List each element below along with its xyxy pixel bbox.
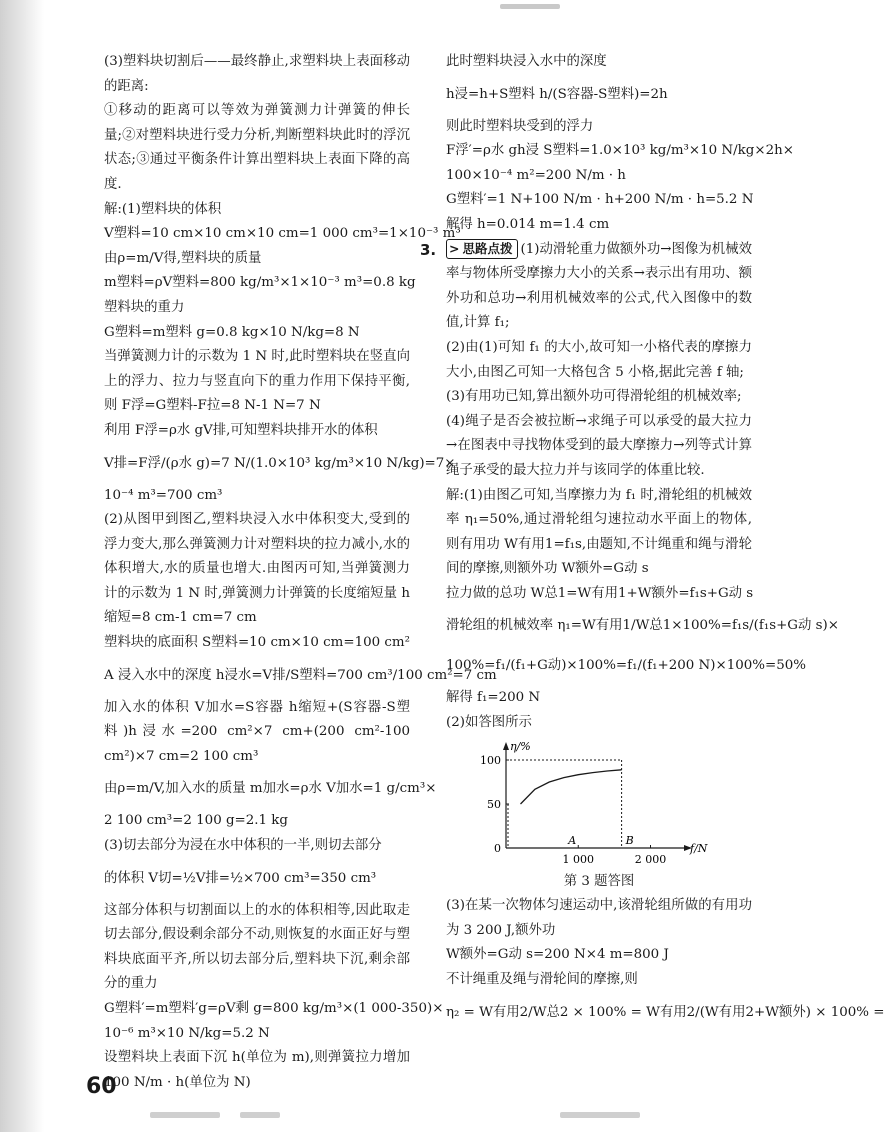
chevron-right-icon: > — [449, 240, 460, 256]
x-tick-label: 2 000 — [634, 852, 667, 866]
formula: 100%=f₁/(f₁+G动)×100%=f₁/(f₁+200 N)×100%=50% — [446, 658, 806, 674]
chart-caption: 第 3 题答图 — [563, 873, 635, 889]
paragraph: (1)动滑轮重力做额外功→图像为机械效率与物体所受摩擦力大小的关系→表示出有用功、额外功和总功→利用机械效率的公式,代入图像中的数值,计算 f₁; — [446, 241, 752, 331]
paragraph: 加入水的体积 V加水=S容器 h缩短+(S容器-S塑料)h浸水=200 cm²×7 cm+(200 cm²-100 cm²)×7 cm=2 100 cm³ — [104, 699, 410, 764]
formula: G塑料′=m塑料′g=ρV剩 g=800 kg/m³×(1 000-350)× — [104, 1001, 444, 1016]
scan-mark — [560, 1112, 640, 1118]
formula: 100×10⁻⁴ m²=200 N/m · h — [446, 167, 626, 183]
hint-badge-label: 思路点拨 — [462, 240, 513, 256]
formula: G塑料′=1 N+100 N/m · h+200 N/m · h=5.2 N — [446, 192, 754, 208]
y-axis-arrow — [503, 742, 509, 750]
paragraph: (2)由(1)可知 f₁ 的大小,故可知一小格代表的摩擦力大小,由图乙可知一大格包含 5 小格,据此完善 f 轴; — [446, 339, 752, 380]
question-number: 3. — [420, 240, 437, 259]
hint-badge — [446, 239, 518, 259]
formula: 10⁻⁶ m³×10 N/kg=5.2 N — [104, 1025, 270, 1041]
formula: G塑料=m塑料 g=0.8 kg×10 N/kg=8 N — [104, 324, 360, 340]
formula: V排=F浮/(ρ水 g)=7 N/(1.0×10³ kg/m³×10 N/kg)=7× — [104, 455, 456, 471]
y-tick-label: 0 — [494, 841, 501, 855]
formula: 由ρ=m/V得,塑料块的质量 — [104, 250, 262, 266]
paragraph: (4)绳子是否会被拉断→求绳子可以承受的最大拉力→在图表中寻找物体受到的最大摩擦力→列等式计算绳子承受的最大拉力并与该同学的体重比较. — [446, 413, 752, 478]
paragraph: 解:(1)由图乙可知,当摩擦力为 f₁ 时,滑轮组的机械效率 η₁=50%,通过滑轮组匀速拉动水平面上的物体,则有用功 W有用1=f₁s,由题知,不计绳重和绳与滑轮间的摩擦,则额外功 W额外=G动 s — [446, 487, 752, 577]
scan-mark — [240, 1112, 280, 1118]
question-3 — [420, 238, 752, 336]
paragraph: (3)在某一次物体匀速运动中,该滑轮组所做的有用功为 3 200 J,额外功 — [446, 898, 752, 938]
formula: A 浸入水中的深度 h浸水=V排/S塑料=700 cm³/100 cm²=7 cm — [104, 667, 497, 683]
paragraph: ①移动的距离可以等效为弹簧测力计弹簧的伸长量;②对塑料块进行受力分析,判断塑料块此时的浮沉状态;③通过平衡条件计算出塑料块上表面下降的高度. — [104, 103, 410, 192]
paragraph: (3)塑料块切割后——最终静止,求塑料块上表面移动的距离: — [104, 54, 410, 94]
paragraph: 不计绳重及绳与滑轮间的摩擦,则 — [446, 972, 638, 988]
formula: 解得 h=0.014 m=1.4 cm — [446, 216, 610, 232]
page-binding-shadow — [0, 0, 44, 1132]
efficiency-chart — [466, 740, 706, 870]
point-label-a: A — [568, 833, 577, 847]
point-label-b: B — [625, 833, 634, 847]
right-column — [420, 50, 884, 1033]
formula: η₂ = W有用2/W总2 × 100% = W有用2/(W有用2+W额外) × 100% = — [446, 1004, 884, 1020]
paragraph: 利用 F浮=ρ水 gV排,可知塑料块排开水的体积 — [104, 422, 378, 438]
formula: V塑料=10 cm×10 cm×10 cm=1 000 cm³=1×10⁻³ m³ — [104, 226, 461, 242]
paragraph: 这部分体积与切割面以上的水的体积相等,因此取走切去部分,假设剩余部分不动,则恢复的水面正好与塑料块底面平齐,所以切去部分后,塑料块下沉,剩余部分的重力 — [104, 902, 410, 992]
formula: 10⁻⁴ m³=700 cm³ — [104, 487, 223, 503]
formula: h浸=h+S塑料 h/(S容器-S塑料)=2h — [446, 86, 668, 102]
formula: F浮′=ρ水 gh浸 S塑料=1.0×10³ kg/m³×10 N/kg×2h× — [446, 143, 794, 159]
page-number: 60 — [86, 1074, 117, 1099]
y-tick-label: 50 — [487, 797, 501, 811]
formula: 塑料块的底面积 S塑料=10 cm×10 cm=100 cm² — [104, 635, 410, 651]
formula: m塑料=ρV塑料=800 kg/m³×1×10⁻³ m³=0.8 kg — [104, 275, 416, 291]
formula: 解得 f₁=200 N — [446, 690, 541, 706]
paragraph: 当弹簧测力计的示数为 1 N 时,此时塑料块在竖直向上的浮力、拉力与竖直向下的重力作用下保持平衡,则 F浮=G塑料-F拉=8 N-1 N=7 N — [104, 349, 410, 414]
y-tick-label: 100 — [480, 753, 501, 767]
scan-mark — [500, 4, 560, 9]
paragraph: 设塑料块上表面下沉 h(单位为 m),则弹簧拉力增加 100 N/m · h(单位为 N) — [104, 1050, 410, 1090]
efficiency-curve — [521, 769, 622, 803]
formula: 2 100 cm³=2 100 g=2.1 kg — [104, 813, 288, 829]
formula: 的体积 V切=½V排=½×700 cm³=350 cm³ — [104, 870, 377, 886]
paragraph: 塑料块的重力 — [104, 299, 185, 315]
formula: 滑轮组的机械效率 η₁=W有用1/W总1×100%=f₁s/(f₁s+G动 s)× — [446, 618, 839, 634]
x-tick-label: 1 000 — [562, 852, 594, 866]
formula: W额外=G动 s=200 N×4 m=800 J — [446, 947, 669, 963]
formula: 由ρ=m/V,加入水的质量 m加水=ρ水 V加水=1 g/cm³× — [104, 781, 437, 797]
scan-mark — [150, 1112, 220, 1118]
paragraph: 则此时塑料块受到的浮力 — [446, 118, 594, 134]
y-axis-label: η/% — [510, 739, 531, 753]
paragraph: 解:(1)塑料块的体积 — [104, 201, 222, 217]
paragraph: 此时塑料块浸入水中的深度 — [446, 54, 607, 69]
paragraph: (3)有用功已知,算出额外功可得滑轮组的机械效率; — [446, 389, 742, 405]
formula: (2)如答图所示 — [446, 715, 532, 731]
paragraph: (3)切去部分为浸在水中体积的一半,则切去部分 — [104, 838, 382, 854]
x-axis-label: f/N — [690, 841, 708, 855]
paragraph: (2)从图甲到图乙,塑料块浸入水中体积变大,受到的浮力变大,那么弹簧测力计对塑料块的拉力减小,水的体积增大,水的质量也增大.由图丙可知,当弹簧测力计的示数为 1 N 时,弹簧测力计弹簧的长度缩短量 h缩短=8 cm-1 cm=7 cm — [104, 512, 410, 626]
formula: 拉力做的总功 W总1=W有用1+W额外=f₁s+G动 s — [446, 585, 754, 601]
